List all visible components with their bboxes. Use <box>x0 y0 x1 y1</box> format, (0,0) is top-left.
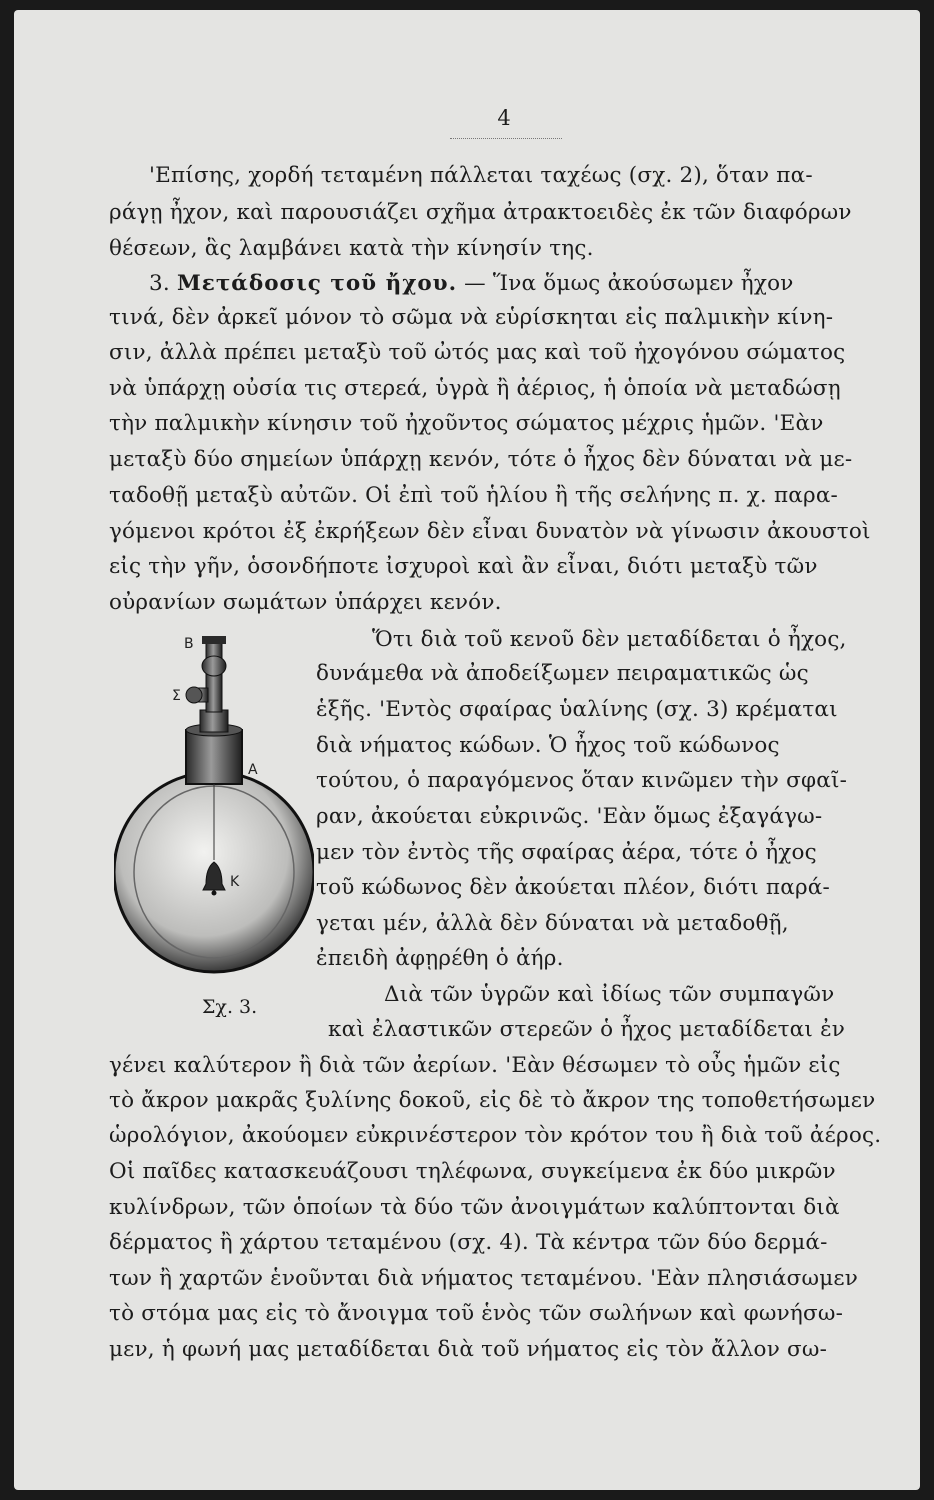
text-line: Ὅτι διὰ τοῦ κενοῦ δὲν μεταδίδεται ὁ ἦχος, <box>372 627 847 652</box>
text-line: τὴν παλμικὴν κίνησιν τοῦ ἠχοῦντος σώματος μέχρις ἡμῶν. 'Εὰν <box>109 411 824 436</box>
text-line: Διὰ τῶν ὑγρῶν καὶ ἰδίως τῶν συμπαγῶν <box>384 982 835 1007</box>
text-line: γένει καλύτερον ἢ διὰ τῶν ἀερίων. 'Εὰν θέσωμεν τὸ οὖς ἡμῶν εἰς <box>109 1053 841 1078</box>
text-line: μεταξὺ δύο σημείων ὑπάρχῃ κενόν, τότε ὁ ἦχος δὲν δύναται νὰ με- <box>109 447 853 472</box>
text-line: δυνάμεθα νὰ ἀποδείξωμεν πειραματικῶς ὡς <box>316 661 809 686</box>
page-number: 4 <box>497 106 511 130</box>
text-line: γεται μέν, ἀλλὰ δὲν δύναται νὰ μεταδοθῇ, <box>316 911 789 936</box>
text-line: ἐπειδὴ ἀφῃρέθη ὁ ἀήρ. <box>316 946 564 971</box>
bell-in-glass-sphere-illustration <box>114 622 314 1002</box>
text-line: δέρματος ἢ χάρτου τεταμένου (σχ. 4). Τὰ κέντρα τῶν δύο δερμά- <box>109 1230 828 1255</box>
text-line: διὰ νήματος κώδων. Ὁ ἦχος τοῦ κώδωνος <box>316 733 780 758</box>
label-k: Κ <box>230 874 240 890</box>
figure-caption: Σχ. 3. <box>202 996 258 1018</box>
text-line: τὸ ἄκρον μακρᾶς ξυλίνης δοκοῦ, εἰς δὲ τὸ ἄκρον της τοποθετήσωμεν <box>109 1088 876 1113</box>
text-line: κυλίνδρων, τῶν ὁποίων τὰ δύο τῶν ἀνοιγμάτων καλύπτονται διὰ <box>109 1195 840 1220</box>
text-line: νὰ ὑπάρχῃ οὐσία τις στερεά, ὑγρὰ ἢ ἀέριος, ἡ ὁποία νὰ μεταδώσῃ <box>109 376 841 401</box>
sphere-neck <box>186 730 242 784</box>
text-line: οὐρανίων σωμάτων ὑπάρχει κενόν. <box>109 590 502 615</box>
text-line: σιν, ἀλλὰ πρέπει μεταξὺ τοῦ ὠτός μας καὶ τοῦ ἠχογόνου σώματος <box>109 340 846 365</box>
text-line: τινά, δὲν ἀρκεῖ μόνον τὸ σῶμα νὰ εὑρίσκηται εἰς παλμικὴν κίνη- <box>109 305 834 330</box>
text-line: ραν, ἀκούεται εὐκρινῶς. 'Εὰν ὅμως ἐξαγάγω- <box>316 804 823 829</box>
text-line: τὸ στόμα μας εἰς τὸ ἄνοιγμα τοῦ ἑνὸς τῶν σωλήνων καὶ φωνήσω- <box>109 1301 844 1326</box>
text-line: τούτου, ὁ παραγόμενος ὅταν κινῶμεν τὴν σφαῖ- <box>316 768 848 793</box>
text-line: 'Επίσης, χορδή τεταμένη πάλλεται ταχέως (σχ. 2), ὅταν πα- <box>149 163 813 188</box>
label-a: Α <box>248 762 258 778</box>
label-s: Σ <box>172 688 181 704</box>
text-line: ράγῃ ἦχον, καὶ παρουσιάζει σχῆμα ἀτρακτοειδὲς ἐκ τῶν διαφόρων <box>109 200 852 225</box>
page-number-rule <box>450 138 562 139</box>
text-line: τοῦ κώδωνος δὲν ἀκούεται πλέον, διότι παρά- <box>316 875 830 900</box>
section-number: 3. <box>149 271 170 296</box>
text-line: Οἱ παῖδες κατασκευάζουσι τηλέφωνα, συγκείμενα ἐκ δύο μικρῶν <box>109 1159 836 1184</box>
section-title: Μετάδοσις τοῦ ἤχου. <box>176 271 458 296</box>
section-heading-rest: — Ἵνα ὅμως ἀκούσωμεν ἦχον <box>457 271 794 296</box>
text-line: ἑξῆς. 'Εντὸς σφαίρας ὑαλίνης (σχ. 3) κρέμαται <box>316 697 838 722</box>
text-line: ταδοθῇ μεταξὺ αὐτῶν. Οἱ ἐπὶ τοῦ ἡλίου ἢ τῆς σελήνης π. χ. παρα- <box>109 483 839 508</box>
text-line: θέσεων, ἃς λαμβάνει κατὰ τὴν κίνησίν της. <box>109 236 594 261</box>
text-line: εἰς τὴν γῆν, ὁσονδήποτε ἰσχυροὶ καὶ ἂν εἶναι, διότι μεταξὺ τῶν <box>109 554 818 579</box>
text-line: καὶ ἐλαστικῶν στερεῶν ὁ ἦχος μεταδίδεται ἐν <box>328 1017 846 1042</box>
book-page <box>14 10 920 1490</box>
text-line: γόμενοι κρότοι ἐξ ἐκρήξεων δὲν εἶναι δυνατὸν νὰ γίνωσιν ἀκουστοὶ <box>109 519 871 544</box>
text-line: μεν, ἡ φωνή μας μεταδίδεται διὰ τοῦ νήματος εἰς τὸν ἄλλον σω- <box>109 1337 828 1362</box>
text-line: των ἢ χαρτῶν ἑνοῦνται διὰ νήματος τεταμένου. 'Εὰν πλησιάσωμεν <box>109 1266 859 1291</box>
text-line: μεν τὸν ἐντὸς τῆς σφαίρας ἀέρα, τότε ὁ ἦχος <box>316 840 817 865</box>
text-line: ὡρολόγιον, ἀκούομεν εὐκρινέστερον τὸν κρότον του ἢ διὰ τοῦ ἀέρος. <box>109 1123 882 1148</box>
section-heading-line <box>149 268 909 300</box>
bell-jar-figure <box>114 622 314 1002</box>
label-b: Β <box>184 636 194 652</box>
